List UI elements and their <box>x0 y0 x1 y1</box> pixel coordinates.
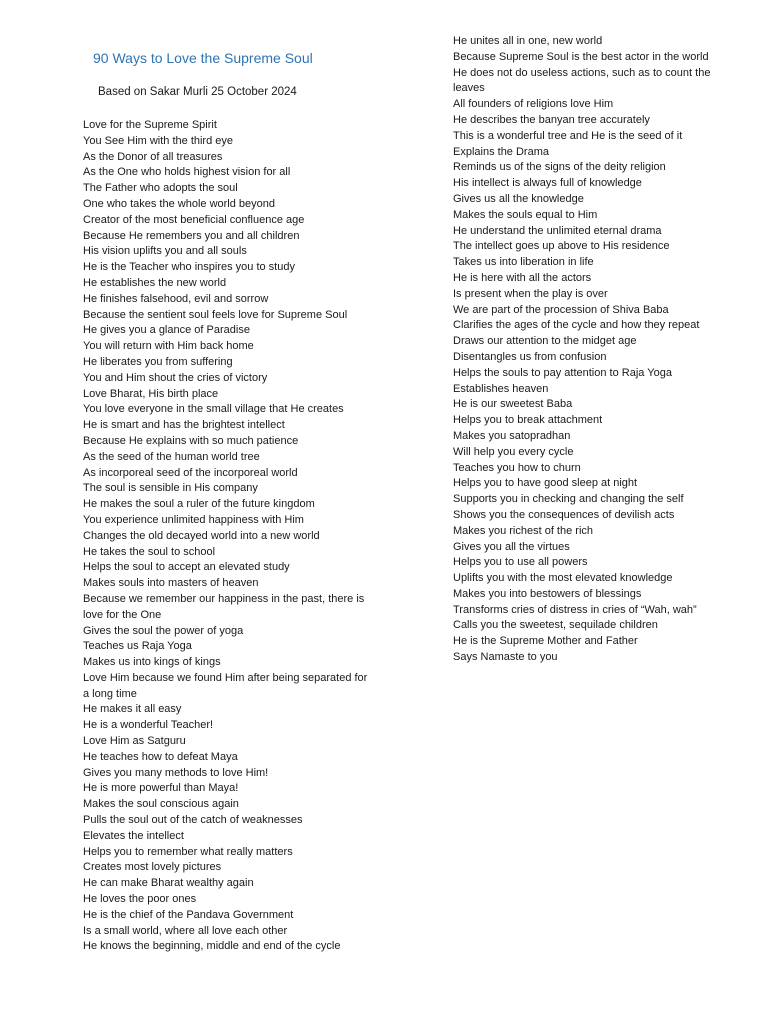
list-item: You See Him with the third eye <box>83 134 234 147</box>
list-item: Creator of the most beneficial confluence age <box>83 213 305 226</box>
list-item: He is our sweetest Baba <box>453 398 573 411</box>
list-item: Explains the Drama <box>453 145 549 158</box>
list-item: Will help you every cycle <box>453 445 574 458</box>
list-item: Helps you to use all powers <box>453 556 588 569</box>
list-item: Makes you richest of the rich <box>453 524 594 537</box>
list-item: He makes it all easy <box>83 703 182 716</box>
list-item: Changes the old decayed world into a new world <box>83 529 320 542</box>
list-item: This is a wonderful tree and He is the seed of it <box>453 129 683 142</box>
list-item: Helps the souls to pay attention to Raja Yoga <box>453 366 672 379</box>
list-item: You experience unlimited happiness with Him <box>83 513 304 526</box>
list-item: He does not do useless actions, such as to count the leaves <box>453 66 711 95</box>
list-item: Love Him as Satguru <box>83 735 186 748</box>
list-item: He is a wonderful Teacher! <box>83 719 214 732</box>
list-item: He can make Bharat wealthy again <box>83 877 254 890</box>
list-item: All founders of religions love Him <box>453 98 614 111</box>
list-item: Because the sentient soul feels love for Supreme Soul <box>83 308 348 321</box>
list-item: Love Him because we found Him after being separated for a long time <box>83 671 368 700</box>
list-item: He makes the soul a ruler of the future kingdom <box>83 498 315 511</box>
list-item: Makes you into bestowers of blessings <box>453 587 642 600</box>
list-item: Love for the Supreme Spirit <box>83 119 217 131</box>
list-item: Helps you to have good sleep at night <box>453 477 638 490</box>
list-item: As the seed of the human world tree <box>83 450 260 463</box>
list-item: Is a small world, where all love each other <box>83 924 288 937</box>
list-item: Because He remembers you and all children <box>83 229 300 242</box>
list-item: Gives you many methods to love Him! <box>83 766 269 779</box>
list-item: Makes us into kings of kings <box>83 656 221 669</box>
list-item: Says Namaste to you <box>453 651 558 664</box>
list-item: Helps you to remember what really matters <box>83 845 293 858</box>
list-item: Disentangles us from confusion <box>453 350 607 363</box>
list-item: Elevates the intellect <box>83 829 184 842</box>
list-item: Makes the soul conscious again <box>83 798 239 811</box>
list-item: Love Bharat, His birth place <box>83 387 219 400</box>
list-item: He finishes falsehood, evil and sorrow <box>83 292 269 305</box>
list-item: Teaches us Raja Yoga <box>83 640 192 653</box>
list-item: He takes the soul to school <box>83 545 216 558</box>
list-item: Because He explains with so much patience <box>83 434 299 447</box>
right-column-list <box>453 34 743 666</box>
list-item: Because we remember our happiness in the past, there is love for the One <box>83 592 365 621</box>
list-item: He establishes the new world <box>83 276 227 289</box>
list-item: His vision uplifts you and all souls <box>83 245 247 258</box>
list-item: He loves the poor ones <box>83 893 197 906</box>
list-item: You love everyone in the small village that He creates <box>83 403 344 416</box>
list-item: Is present when the play is over <box>453 287 608 300</box>
list-item: As the Donor of all treasures <box>83 150 223 163</box>
list-item: Gives you all the virtues <box>453 540 570 553</box>
list-item: Makes the souls equal to Him <box>453 208 598 221</box>
list-item: Establishes heaven <box>453 382 549 395</box>
list-item: Shows you the consequences of devilish acts <box>453 508 675 521</box>
left-column-list <box>83 118 368 955</box>
document-subtitle: Based on Sakar Murli 25 October 2024 <box>98 86 297 98</box>
list-item: He is the Teacher who inspires you to study <box>83 261 295 274</box>
list-item: He knows the beginning, middle and end of the cycle <box>83 940 341 953</box>
list-item: He is more powerful than Maya! <box>83 782 239 795</box>
list-item: His intellect is always full of knowledge <box>453 177 642 190</box>
list-item: You will return with Him back home <box>83 340 254 353</box>
list-item: He liberates you from suffering <box>83 355 233 368</box>
list-item: Draws our attention to the midget age <box>453 335 637 348</box>
list-item: Gives the soul the power of yoga <box>83 624 244 637</box>
list-item: Because Supreme Soul is the best actor in the world <box>453 50 709 63</box>
list-item: He understand the unlimited eternal drama <box>453 224 662 237</box>
list-item: Makes souls into masters of heaven <box>83 577 259 590</box>
list-item: He gives you a glance of Paradise <box>83 324 250 337</box>
list-item: Pulls the soul out of the catch of weaknesses <box>83 814 303 827</box>
list-item: He is smart and has the brightest intellect <box>83 419 285 432</box>
list-item: He teaches how to defeat Maya <box>83 750 238 763</box>
list-item: The soul is sensible in His company <box>83 482 258 495</box>
list-item: Calls you the sweetest, sequilade children <box>453 619 658 632</box>
list-item: Transforms cries of distress in cries of “Wah, wah” <box>453 603 697 616</box>
list-item: Helps you to break attachment <box>453 414 603 427</box>
list-item: Uplifts you with the most elevated knowledge <box>453 572 673 585</box>
list-item: You and Him shout the cries of victory <box>83 371 268 384</box>
list-item: We are part of the procession of Shiva Baba <box>453 303 669 316</box>
list-item: One who takes the whole world beyond <box>83 197 276 210</box>
list-item: He is here with all the actors <box>453 271 592 284</box>
list-item: Reminds us of the signs of the deity religion <box>453 161 666 174</box>
list-item: Makes you satopradhan <box>453 429 571 442</box>
list-item: Supports you in checking and changing the self <box>453 493 684 506</box>
list-item: Helps the soul to accept an elevated study <box>83 561 290 574</box>
list-item: Teaches you how to churn <box>453 461 581 474</box>
list-item: He describes the banyan tree accurately <box>453 113 650 126</box>
list-item: He is the Supreme Mother and Father <box>453 635 638 648</box>
list-item: Gives us all the knowledge <box>453 192 584 205</box>
list-item: The Father who adopts the soul <box>83 182 238 195</box>
list-item: Creates most lovely pictures <box>83 861 222 874</box>
list-item: He unites all in one, new world <box>453 35 603 47</box>
list-item: The intellect goes up above to His residence <box>453 240 670 253</box>
document-title: 90 Ways to Love the Supreme Soul <box>93 50 313 66</box>
list-item: Takes us into liberation in life <box>453 256 594 269</box>
list-item: He is the chief of the Pandava Government <box>83 908 294 921</box>
list-item: Clarifies the ages of the cycle and how they repeat <box>453 319 700 332</box>
list-item: As the One who holds highest vision for all <box>83 166 291 179</box>
list-item: As incorporeal seed of the incorporeal world <box>83 466 298 479</box>
